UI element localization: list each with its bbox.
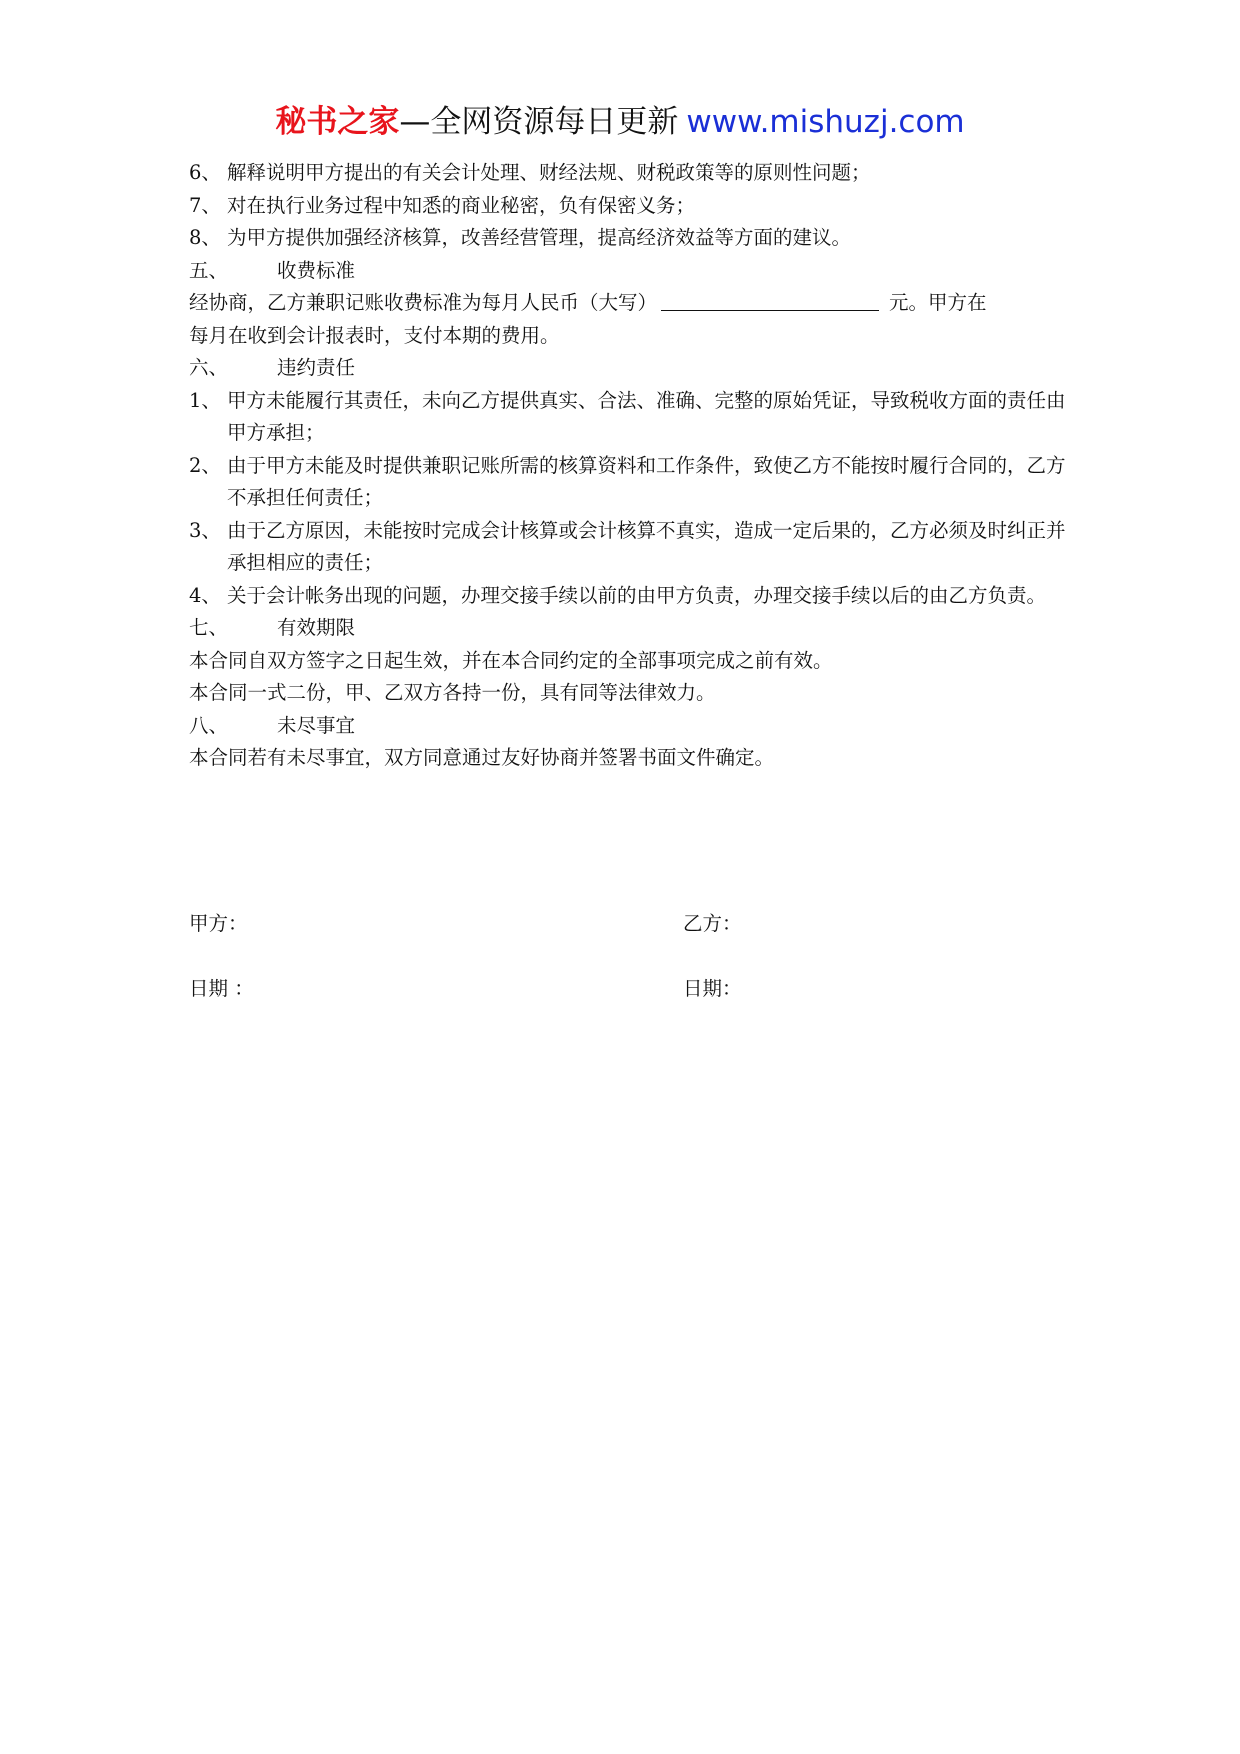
- fee-paragraph-line2: 每月在收到会计报表时，支付本期的费用。: [189, 323, 560, 347]
- item-text: 对在执行业务过程中知悉的商业秘密，负有保密义务；: [227, 193, 696, 217]
- site-banner: [0, 100, 1240, 144]
- section-title: 未尽事宜: [277, 713, 356, 737]
- section-heading: [189, 255, 1069, 288]
- section-number: 八、: [189, 713, 229, 737]
- fee-paragraph: [189, 287, 1069, 320]
- list-item: [189, 157, 1069, 190]
- list-item: [189, 190, 1069, 223]
- list-item: [189, 222, 1069, 255]
- date-b-label: 日期：: [683, 977, 742, 1000]
- date-a-label: 日期 ：: [189, 977, 254, 1000]
- item-number: 1、: [189, 388, 221, 412]
- banner-url-link[interactable]: www.mishuzj.com: [686, 104, 965, 140]
- paragraph: 本合同若有未尽事宜，双方同意通过友好协商并签署书面文件确定。: [189, 746, 775, 769]
- signature-row: [189, 908, 1069, 936]
- item-number: 2、: [189, 453, 221, 477]
- section-number: 五、: [189, 258, 229, 282]
- section-title: 违约责任: [277, 356, 356, 379]
- section-title: 有效期限: [277, 616, 356, 639]
- fee-text-after: 元。甲方在: [889, 291, 987, 314]
- party-b-label: 乙方：: [683, 912, 742, 935]
- section-number: 七、: [189, 616, 229, 639]
- banner-slogan: —全网资源每日更新: [399, 104, 679, 140]
- list-item: [189, 385, 1069, 450]
- banner-brand: 秘书之家: [275, 104, 400, 140]
- list-item: [189, 450, 1069, 515]
- item-text: 由于乙方原因，未能按时完成会计核算或会计核算不真实，造成一定后果的，乙方必须及时纠正并承担相应的责任；: [227, 518, 1066, 574]
- fee-text: 经协商，乙方兼职记账收费标准为每月人民币（大写）: [189, 291, 658, 314]
- fee-amount-blank[interactable]: [661, 290, 879, 311]
- item-text: 关于会计帐务出现的问题，办理交接手续以前的由甲方负责，办理交接手续以后的由乙方负责。: [227, 583, 1047, 607]
- section-number: 六、: [189, 356, 229, 379]
- section-heading: [189, 612, 1069, 645]
- item-number: 7、: [189, 193, 221, 217]
- item-text: 甲方未能履行其责任，未向乙方提供真实、合法、准确、完整的原始凭证，导致税收方面的责任由甲方承担；: [227, 388, 1066, 444]
- item-text: 为甲方提供加强经济核算，改善经营管理，提高经济效益等方面的建议。: [227, 226, 852, 249]
- section-heading: [189, 352, 1069, 385]
- paragraph: 本合同自双方签字之日起生效，并在本合同约定的全部事项完成之前有效。: [189, 648, 833, 672]
- paragraph: 本合同一式二份，甲、乙双方各持一份，具有同等法律效力。: [189, 681, 716, 704]
- list-item: [189, 580, 1069, 613]
- list-item: [189, 515, 1069, 580]
- contract-body: [189, 157, 1069, 775]
- date-row: [189, 973, 1069, 1001]
- item-number: 6、: [189, 161, 221, 184]
- party-a-label: 甲方：: [189, 912, 248, 935]
- item-number: 8、: [189, 226, 221, 249]
- section-heading: [189, 710, 1069, 743]
- item-number: 3、: [189, 518, 221, 542]
- item-number: 4、: [189, 583, 221, 607]
- item-text: 由于甲方未能及时提供兼职记账所需的核算资料和工作条件，致使乙方不能按时履行合同的，乙方不承担任何责任；: [227, 453, 1066, 509]
- item-text: 解释说明甲方提出的有关会计处理、财经法规、财税政策等的原则性问题；: [227, 161, 871, 184]
- section-title: 收费标准: [277, 258, 356, 282]
